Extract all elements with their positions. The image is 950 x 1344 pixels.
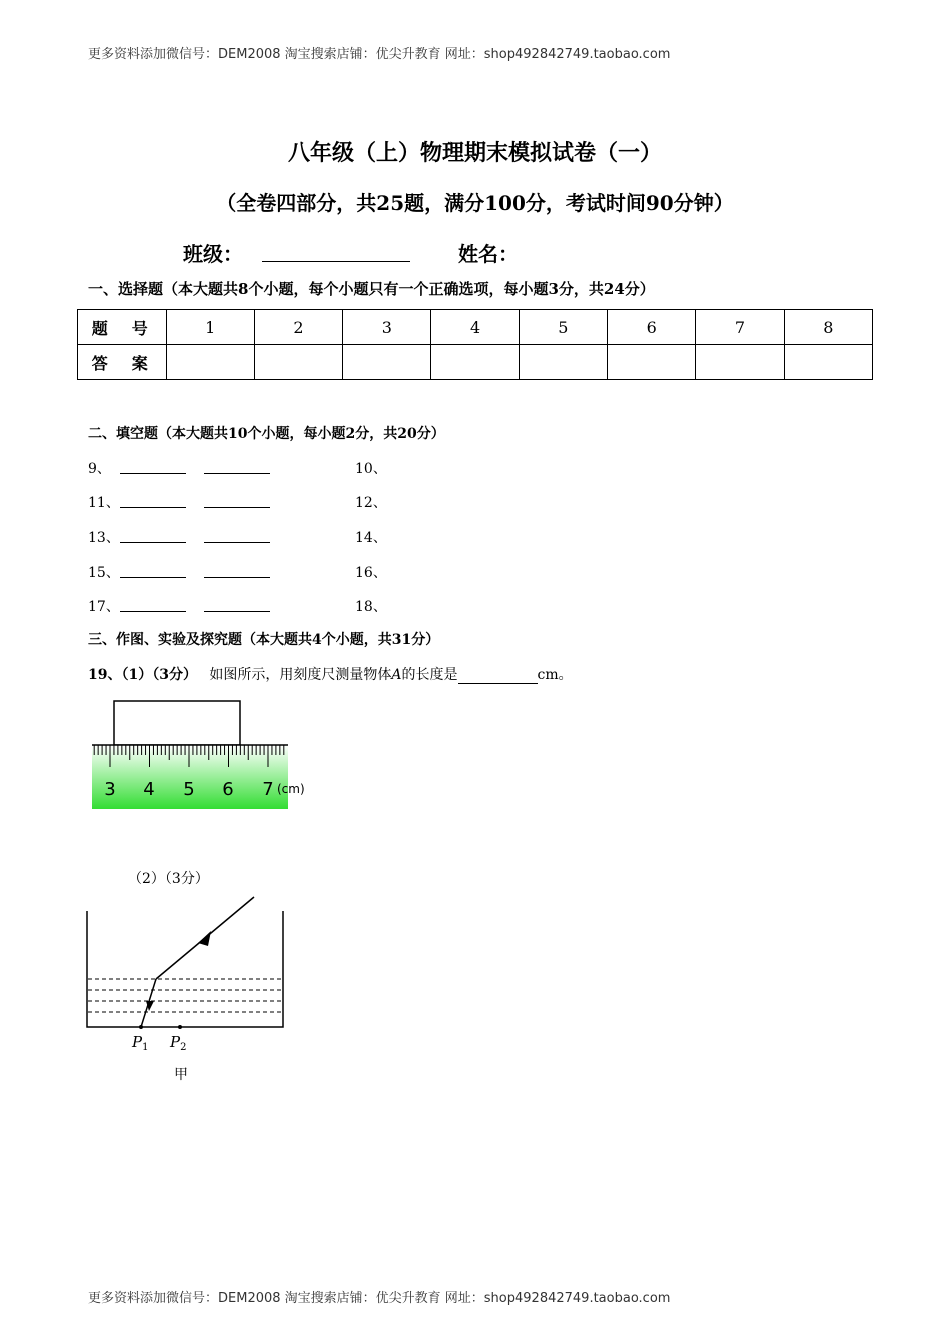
table-row-number	[78, 310, 873, 345]
ruler-label-4: 4	[143, 779, 155, 800]
answer-cell[interactable]	[784, 345, 872, 380]
q19-part1-prefix: 19、（1）（3分）	[88, 667, 197, 683]
fill-item: 18、	[355, 599, 387, 615]
question-19-part1	[88, 664, 573, 684]
name-label: 姓名：	[458, 242, 518, 266]
ruler-label-6: 6	[222, 779, 234, 800]
row-label-answer: 答 案	[78, 345, 167, 380]
ruler-label-5: 5	[183, 779, 195, 800]
label-p1: $P_1$	[132, 1033, 149, 1053]
fill-item: 11、	[88, 495, 120, 511]
fill-item: 10、	[355, 461, 387, 477]
answer-cell[interactable]	[608, 345, 696, 380]
ruler-figure	[88, 697, 328, 817]
refraction-figure	[80, 895, 300, 1085]
fill-blank[interactable]	[120, 473, 186, 474]
container	[87, 911, 283, 1027]
section2-heading: 二、填空题（本大题共10个小题，每小题2分，共20分）	[88, 426, 445, 442]
table-row-answer	[78, 345, 873, 380]
object-a-block	[114, 701, 240, 745]
ruler-label-3: 3	[104, 779, 116, 800]
fill-blank[interactable]	[204, 577, 270, 578]
ruler-label-7: 7	[262, 779, 274, 800]
fill-item: 16、	[355, 565, 387, 581]
answer-table	[77, 309, 873, 380]
water-surface-lines	[88, 979, 282, 1012]
q19-part1-text: 如图所示，用刻度尺测量物体	[209, 667, 392, 683]
fill-item: 12、	[355, 495, 387, 511]
fill-item: 9、	[88, 461, 111, 477]
answer-cell[interactable]	[166, 345, 254, 380]
answer-cell[interactable]	[696, 345, 784, 380]
ruler-unit: (cm)	[277, 782, 305, 796]
question-19-part2: （2）（3分）	[128, 871, 209, 887]
class-label: 班级：	[183, 242, 243, 266]
question-number: 4	[431, 310, 519, 345]
answer-cell[interactable]	[431, 345, 519, 380]
label-p2: $P_2$	[170, 1033, 187, 1053]
answer-cell[interactable]	[519, 345, 607, 380]
question-number: 6	[608, 310, 696, 345]
section1-heading: 一、选择题（本大题共8个小题，每个小题只有一个正确选项，每小题3分，共24分）	[88, 280, 655, 298]
fill-blank[interactable]	[120, 542, 186, 543]
fill-blank[interactable]	[204, 507, 270, 508]
fill-blank[interactable]	[204, 542, 270, 543]
fill-blank[interactable]	[120, 507, 186, 508]
question-number: 3	[343, 310, 431, 345]
exam-subtitle: （全卷四部分，共25题，满分100分，考试时间90分钟）	[216, 191, 734, 215]
fill-blank[interactable]	[204, 611, 270, 612]
question-number: 8	[784, 310, 872, 345]
question-number: 1	[166, 310, 254, 345]
question-number: 7	[696, 310, 784, 345]
page-footer: 更多资料添加微信号：DEM2008 淘宝搜索店铺：优尖升教育 网址：shop492842749.taobao.com	[88, 1291, 671, 1306]
fill-item: 17、	[88, 599, 120, 615]
fill-blank[interactable]	[204, 473, 270, 474]
figure-caption: 甲	[174, 1067, 188, 1083]
answer-cell[interactable]	[254, 345, 342, 380]
question-number: 5	[519, 310, 607, 345]
section3-heading: 三、作图、实验及探究题（本大题共4个小题，共31分）	[88, 632, 440, 648]
fill-blank[interactable]	[120, 611, 186, 612]
page-header: 更多资料添加微信号：DEM2008 淘宝搜索店铺：优尖升教育 网址：shop492842749.taobao.com	[88, 47, 671, 62]
q19-unit: cm。	[537, 667, 573, 683]
question-number: 2	[254, 310, 342, 345]
row-label-number: 题 号	[78, 310, 167, 345]
class-blank[interactable]	[262, 261, 410, 262]
exam-title: 八年级（上）物理期末模拟试卷（一）	[287, 140, 662, 166]
length-answer-blank[interactable]	[458, 669, 538, 684]
point-p2	[178, 1025, 182, 1029]
q19-part1-tail: 的长度是	[401, 667, 458, 683]
fill-blank[interactable]	[120, 577, 186, 578]
point-p1	[139, 1025, 143, 1029]
answer-cell[interactable]	[343, 345, 431, 380]
q19-variable: A	[391, 667, 402, 683]
fill-item: 15、	[88, 565, 120, 581]
fill-item: 14、	[355, 530, 387, 546]
incident-arrow-icon	[198, 931, 211, 946]
fill-item: 13、	[88, 530, 120, 546]
